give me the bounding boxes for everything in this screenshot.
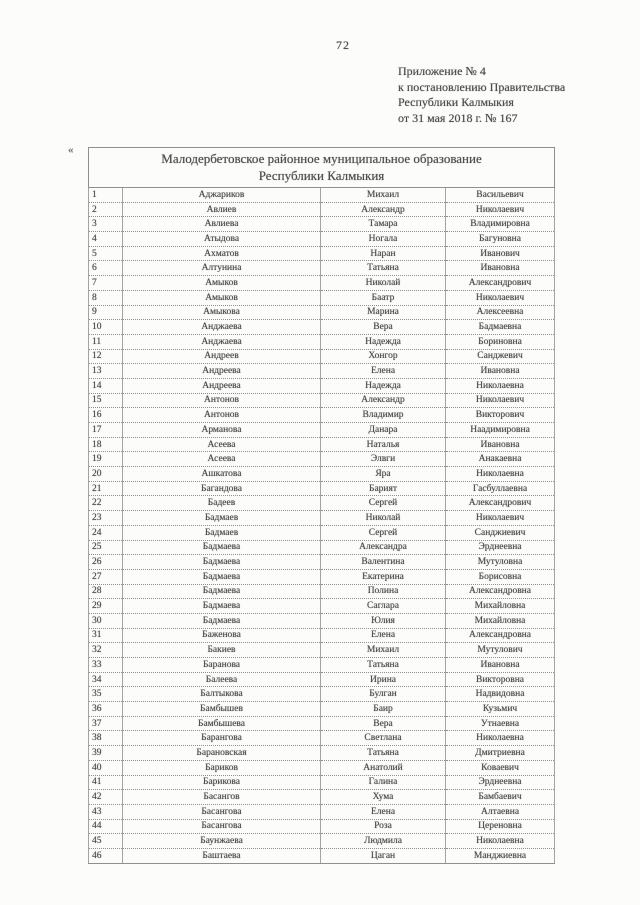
row-number-cell: 43 xyxy=(89,804,123,819)
surname-cell: Амыков xyxy=(123,276,321,291)
surname-cell: Алтунина xyxy=(123,261,321,276)
surname-cell: Баунжаева xyxy=(123,834,321,849)
table-row xyxy=(89,599,555,614)
patronymic-cell: Михайловна xyxy=(446,613,555,628)
table-row xyxy=(89,540,555,555)
patronymic-cell: Санджевич xyxy=(446,349,555,364)
patronymic-cell: Ивановна xyxy=(446,261,555,276)
table-row xyxy=(89,834,555,849)
table-row xyxy=(89,217,555,232)
firstname-cell: Наталья xyxy=(321,437,446,452)
table-row xyxy=(89,261,555,276)
firstname-cell: Валентина xyxy=(321,555,446,570)
row-number-cell: 37 xyxy=(89,716,123,731)
patronymic-cell: Мутулович xyxy=(446,643,555,658)
row-number-cell: 14 xyxy=(89,378,123,393)
row-number-cell: 28 xyxy=(89,584,123,599)
row-number-cell: 30 xyxy=(89,613,123,628)
surname-cell: Балтыкова xyxy=(123,687,321,702)
surname-cell: Баранова xyxy=(123,658,321,673)
table-row xyxy=(89,819,555,834)
surname-cell: Асеева xyxy=(123,437,321,452)
row-number-cell: 40 xyxy=(89,760,123,775)
patronymic-cell: Николаевна xyxy=(446,731,555,746)
surname-cell: Басангов xyxy=(123,790,321,805)
row-number-cell: 32 xyxy=(89,643,123,658)
row-number-cell: 8 xyxy=(89,290,123,305)
surname-cell: Барановская xyxy=(123,746,321,761)
firstname-cell: Татьяна xyxy=(321,261,446,276)
patronymic-cell: Эрднеевна xyxy=(446,775,555,790)
row-number-cell: 17 xyxy=(89,423,123,438)
surname-cell: Анджаева xyxy=(123,320,321,335)
row-number-cell: 16 xyxy=(89,408,123,423)
patronymic-cell: Михайловна xyxy=(446,599,555,614)
page-number: 72 xyxy=(336,38,350,52)
roster-title-line-2: Республики Калмыкия xyxy=(258,168,385,183)
table-row xyxy=(89,232,555,247)
row-number-cell: 7 xyxy=(89,276,123,291)
row-number-cell: 4 xyxy=(89,232,123,247)
annotation-line-4: от 31 мая 2018 г. № 167 xyxy=(398,110,518,125)
firstname-cell: Баир xyxy=(321,702,446,717)
surname-cell: Бадмаев xyxy=(123,525,321,540)
patronymic-cell: Коваевич xyxy=(446,760,555,775)
row-number-cell: 5 xyxy=(89,246,123,261)
surname-cell: Атыдова xyxy=(123,232,321,247)
surname-cell: Барикова xyxy=(123,775,321,790)
firstname-cell: Николай xyxy=(321,511,446,526)
firstname-cell: Александр xyxy=(321,202,446,217)
surname-cell: Бакиев xyxy=(123,643,321,658)
row-number-cell: 39 xyxy=(89,746,123,761)
table-row xyxy=(89,569,555,584)
patronymic-cell: Манджиевна xyxy=(446,848,555,863)
row-number-cell: 9 xyxy=(89,305,123,320)
firstname-cell: Анатолий xyxy=(321,760,446,775)
row-number-cell: 46 xyxy=(89,848,123,863)
patronymic-cell: Николаевич xyxy=(446,202,555,217)
surname-cell: Бамбышев xyxy=(123,702,321,717)
row-number-cell: 26 xyxy=(89,555,123,570)
table-row xyxy=(89,643,555,658)
row-number-cell: 31 xyxy=(89,628,123,643)
firstname-cell: Хонгор xyxy=(321,349,446,364)
row-number-cell: 41 xyxy=(89,775,123,790)
row-number-cell: 45 xyxy=(89,834,123,849)
table-row xyxy=(89,393,555,408)
row-number-cell: 34 xyxy=(89,672,123,687)
table-row xyxy=(89,702,555,717)
patronymic-cell: Наадимировна xyxy=(446,423,555,438)
firstname-cell: Булган xyxy=(321,687,446,702)
patronymic-cell: Владимировна xyxy=(446,217,555,232)
patronymic-cell: Багуновна xyxy=(446,232,555,247)
annotation-line-3: Республики Калмыкия xyxy=(398,95,514,109)
table-row xyxy=(89,320,555,335)
firstname-cell: Надежда xyxy=(321,378,446,393)
row-number-cell: 1 xyxy=(89,188,123,203)
surname-cell: Бадеев xyxy=(123,496,321,511)
table-row xyxy=(89,613,555,628)
firstname-cell: Николай xyxy=(321,276,446,291)
table-row xyxy=(89,437,555,452)
row-number-cell: 25 xyxy=(89,540,123,555)
surname-cell: Анджаева xyxy=(123,334,321,349)
table-row xyxy=(89,790,555,805)
row-number-cell: 12 xyxy=(89,349,123,364)
appendix-annotation xyxy=(398,64,565,126)
patronymic-cell: Александрович xyxy=(446,496,555,511)
patronymic-cell: Санджиевич xyxy=(446,525,555,540)
firstname-cell: Александра xyxy=(321,540,446,555)
patronymic-cell: Цереновна xyxy=(446,819,555,834)
surname-cell: Авлиева xyxy=(123,217,321,232)
row-number-cell: 20 xyxy=(89,467,123,482)
surname-cell: Ашкатова xyxy=(123,467,321,482)
patronymic-cell: Николаевна xyxy=(446,834,555,849)
roster-title xyxy=(89,148,555,188)
patronymic-cell: Алексеевна xyxy=(446,305,555,320)
patronymic-cell: Александровна xyxy=(446,584,555,599)
patronymic-cell: Александровна xyxy=(446,628,555,643)
surname-cell: Балеева xyxy=(123,672,321,687)
table-row xyxy=(89,584,555,599)
surname-cell: Бадмаева xyxy=(123,540,321,555)
table-row xyxy=(89,687,555,702)
table-row xyxy=(89,555,555,570)
row-number-cell: 23 xyxy=(89,511,123,526)
table-row xyxy=(89,848,555,863)
roster-table xyxy=(88,147,555,864)
row-number-cell: 36 xyxy=(89,702,123,717)
roster-table-body xyxy=(89,188,555,864)
firstname-cell: Елена xyxy=(321,364,446,379)
row-number-cell: 18 xyxy=(89,437,123,452)
firstname-cell: Вера xyxy=(321,716,446,731)
patronymic-cell: Васильевич xyxy=(446,188,555,203)
patronymic-cell: Николаевич xyxy=(446,511,555,526)
table-row xyxy=(89,290,555,305)
firstname-cell: Элвги xyxy=(321,452,446,467)
patronymic-cell: Бориновна xyxy=(446,334,555,349)
surname-cell: Андреев xyxy=(123,349,321,364)
row-number-cell: 10 xyxy=(89,320,123,335)
table-row xyxy=(89,775,555,790)
surname-cell: Аджариков xyxy=(123,188,321,203)
surname-cell: Баштаева xyxy=(123,848,321,863)
table-row xyxy=(89,246,555,261)
table-row xyxy=(89,334,555,349)
row-number-cell: 15 xyxy=(89,393,123,408)
surname-cell: Антонов xyxy=(123,408,321,423)
table-row xyxy=(89,423,555,438)
surname-cell: Бадмаева xyxy=(123,613,321,628)
patronymic-cell: Александрович xyxy=(446,276,555,291)
firstname-cell: Цаган xyxy=(321,848,446,863)
surname-cell: Басангова xyxy=(123,804,321,819)
table-row xyxy=(89,731,555,746)
surname-cell: Басангова xyxy=(123,819,321,834)
patronymic-cell: Борисовна xyxy=(446,569,555,584)
patronymic-cell: Викторовна xyxy=(446,672,555,687)
patronymic-cell: Гасбуллаевна xyxy=(446,481,555,496)
patronymic-cell: Утнаевна xyxy=(446,716,555,731)
firstname-cell: Сергей xyxy=(321,496,446,511)
patronymic-cell: Ивановна xyxy=(446,364,555,379)
firstname-cell: Галина xyxy=(321,775,446,790)
table-row xyxy=(89,188,555,203)
table-row xyxy=(89,525,555,540)
firstname-cell: Александр xyxy=(321,393,446,408)
row-number-cell: 35 xyxy=(89,687,123,702)
surname-cell: Ахматов xyxy=(123,246,321,261)
surname-cell: Андреева xyxy=(123,364,321,379)
firstname-cell: Людмила xyxy=(321,834,446,849)
surname-cell: Бамбышева xyxy=(123,716,321,731)
firstname-cell: Наран xyxy=(321,246,446,261)
roster-title-line-1: Малодербетовское районное муниципальное образование xyxy=(161,151,482,166)
surname-cell: Бариков xyxy=(123,760,321,775)
firstname-cell: Владимир xyxy=(321,408,446,423)
row-number-cell: 6 xyxy=(89,261,123,276)
table-row xyxy=(89,658,555,673)
patronymic-cell: Мутуловна xyxy=(446,555,555,570)
row-number-cell: 19 xyxy=(89,452,123,467)
row-number-cell: 44 xyxy=(89,819,123,834)
table-row xyxy=(89,452,555,467)
firstname-cell: Юлия xyxy=(321,613,446,628)
firstname-cell: Тамара xyxy=(321,217,446,232)
annotation-line-1: Приложение № 4 xyxy=(398,64,486,78)
table-row xyxy=(89,408,555,423)
firstname-cell: Сергей xyxy=(321,525,446,540)
table-row xyxy=(89,716,555,731)
surname-cell: Бадмаева xyxy=(123,569,321,584)
row-number-cell: 27 xyxy=(89,569,123,584)
patronymic-cell: Эрднеевна xyxy=(446,540,555,555)
surname-cell: Бадмаев xyxy=(123,511,321,526)
firstname-cell: Елена xyxy=(321,628,446,643)
firstname-cell: Марина xyxy=(321,305,446,320)
row-number-cell: 33 xyxy=(89,658,123,673)
firstname-cell: Надежда xyxy=(321,334,446,349)
table-row xyxy=(89,804,555,819)
table-row xyxy=(89,496,555,511)
table-row xyxy=(89,467,555,482)
firstname-cell: Михаил xyxy=(321,188,446,203)
firstname-cell: Екатерина xyxy=(321,569,446,584)
table-row xyxy=(89,202,555,217)
patronymic-cell: Бадмаевна xyxy=(446,320,555,335)
row-number-cell: 29 xyxy=(89,599,123,614)
row-number-cell: 2 xyxy=(89,202,123,217)
patronymic-cell: Кузьмич xyxy=(446,702,555,717)
row-number-cell: 42 xyxy=(89,790,123,805)
row-number-cell: 38 xyxy=(89,731,123,746)
surname-cell: Бадмаева xyxy=(123,599,321,614)
surname-cell: Баженова xyxy=(123,628,321,643)
firstname-cell: Данара xyxy=(321,423,446,438)
annotation-line-2: к постановлению Правительства xyxy=(398,79,566,94)
surname-cell: Антонов xyxy=(123,393,321,408)
surname-cell: Андреева xyxy=(123,378,321,393)
firstname-cell: Баатр xyxy=(321,290,446,305)
surname-cell: Бадмаева xyxy=(123,584,321,599)
row-number-cell: 11 xyxy=(89,334,123,349)
table-row xyxy=(89,760,555,775)
firstname-cell: Елена xyxy=(321,804,446,819)
firstname-cell: Ирина xyxy=(321,672,446,687)
patronymic-cell: Николаевич xyxy=(446,290,555,305)
table-row xyxy=(89,746,555,761)
patronymic-cell: Надвидовна xyxy=(446,687,555,702)
surname-cell: Барангова xyxy=(123,731,321,746)
firstname-cell: Полина xyxy=(321,584,446,599)
firstname-cell: Татьяна xyxy=(321,746,446,761)
patronymic-cell: Ивановна xyxy=(446,437,555,452)
table-row xyxy=(89,511,555,526)
firstname-cell: Ногала xyxy=(321,232,446,247)
firstname-cell: Светлана xyxy=(321,731,446,746)
patronymic-cell: Дмитриевна xyxy=(446,746,555,761)
surname-cell: Авлиев xyxy=(123,202,321,217)
row-number-cell: 13 xyxy=(89,364,123,379)
patronymic-cell: Анакаевна xyxy=(446,452,555,467)
firstname-cell: Хума xyxy=(321,790,446,805)
table-row xyxy=(89,628,555,643)
patronymic-cell: Николаевна xyxy=(446,467,555,482)
surname-cell: Амыков xyxy=(123,290,321,305)
surname-cell: Багандова xyxy=(123,481,321,496)
surname-cell: Арманова xyxy=(123,423,321,438)
patronymic-cell: Николаевич xyxy=(446,393,555,408)
table-row xyxy=(89,276,555,291)
surname-cell: Амыкова xyxy=(123,305,321,320)
firstname-cell: Татьяна xyxy=(321,658,446,673)
patronymic-cell: Бамбаевич xyxy=(446,790,555,805)
row-number-cell: 3 xyxy=(89,217,123,232)
patronymic-cell: Ивановна xyxy=(446,658,555,673)
roster-table-container xyxy=(88,147,554,864)
patronymic-cell: Иванович xyxy=(446,246,555,261)
table-row xyxy=(89,349,555,364)
row-number-cell: 22 xyxy=(89,496,123,511)
firstname-cell: Вера xyxy=(321,320,446,335)
patronymic-cell: Викторович xyxy=(446,408,555,423)
scan-artifact-mark: « xyxy=(68,144,74,156)
surname-cell: Бадмаева xyxy=(123,555,321,570)
firstname-cell: Барият xyxy=(321,481,446,496)
row-number-cell: 21 xyxy=(89,481,123,496)
table-row xyxy=(89,378,555,393)
table-row xyxy=(89,364,555,379)
firstname-cell: Михаил xyxy=(321,643,446,658)
table-row xyxy=(89,481,555,496)
firstname-cell: Яра xyxy=(321,467,446,482)
table-row xyxy=(89,672,555,687)
patronymic-cell: Николаевна xyxy=(446,378,555,393)
row-number-cell: 24 xyxy=(89,525,123,540)
firstname-cell: Саглара xyxy=(321,599,446,614)
table-row xyxy=(89,305,555,320)
patronymic-cell: Алтаевна xyxy=(446,804,555,819)
surname-cell: Асеева xyxy=(123,452,321,467)
firstname-cell: Роза xyxy=(321,819,446,834)
